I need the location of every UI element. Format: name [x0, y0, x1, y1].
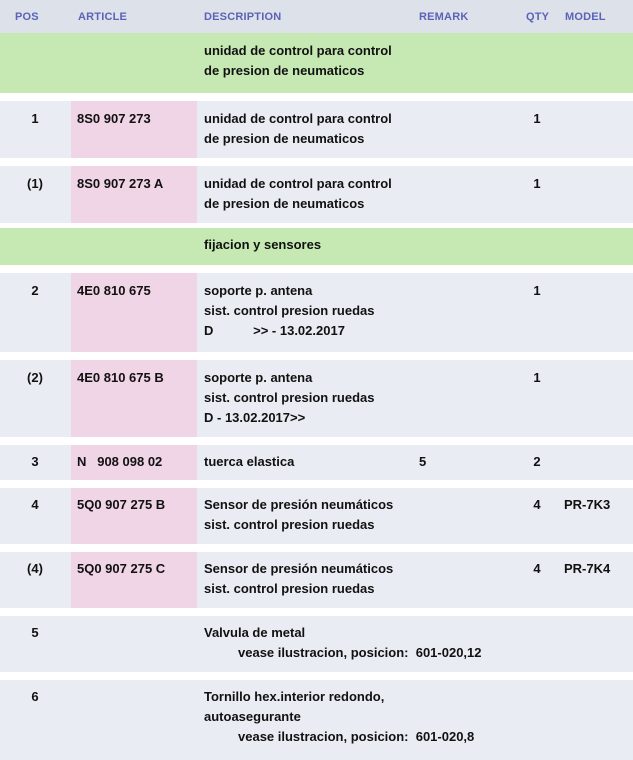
row-qty: 1 [533, 111, 541, 126]
row-article[interactable]: 4E0 810 675 [77, 283, 151, 298]
description-line: unidad de control para control [204, 111, 392, 126]
row-article[interactable]: N 908 098 02 [77, 454, 163, 469]
row-pos: 3 [31, 454, 39, 469]
description-line: D - 13.02.2017>> [204, 410, 306, 425]
row-pos: 6 [31, 689, 39, 704]
row-pos: 1 [31, 111, 39, 126]
row-qty: 1 [533, 283, 541, 298]
table-row[interactable] [0, 166, 633, 223]
row-description [204, 281, 414, 341]
row-pos: 2 [31, 283, 39, 298]
table-row[interactable] [0, 101, 633, 158]
description-line: de presion de neumaticos [204, 196, 365, 211]
description-line: de presion de neumaticos [204, 131, 365, 146]
row-model: PR-7K4 [564, 561, 611, 576]
row-article[interactable]: 4E0 810 675 B [77, 370, 164, 385]
row-article[interactable]: 5Q0 907 275 B [77, 497, 166, 512]
illustration-reference[interactable]: vease ilustracion, posicion: 601-020,8 [238, 729, 475, 744]
row-description [204, 687, 544, 747]
row-article[interactable]: 5Q0 907 275 C [77, 561, 166, 576]
table-row[interactable] [0, 680, 633, 760]
row-qty: 4 [533, 497, 541, 512]
header-pos[interactable]: POS [15, 11, 39, 23]
row-description [204, 174, 414, 214]
header-model[interactable]: MODEL [565, 11, 606, 23]
row-qty: 1 [533, 370, 541, 385]
row-article[interactable]: 8S0 907 273 A [77, 176, 164, 191]
table-row[interactable] [0, 360, 633, 437]
table-row[interactable] [0, 552, 633, 608]
description-line: sist. control presion ruedas [204, 390, 375, 405]
section-title-line: de presion de neumaticos [204, 63, 365, 78]
table-header [0, 0, 633, 33]
description-line: D >> - 13.02.2017 [204, 323, 345, 338]
row-qty: 2 [533, 454, 541, 469]
description-line: sist. control presion ruedas [204, 517, 375, 532]
description-line: Sensor de presión neumáticos [204, 561, 394, 576]
row-model: PR-7K3 [564, 497, 611, 512]
illustration-reference[interactable]: vease ilustracion, posicion: 601-020,12 [238, 645, 482, 660]
header-description[interactable]: DESCRIPTION [204, 11, 282, 23]
description-line: autoasegurante [204, 709, 301, 724]
section-title-line: fijacion y sensores [204, 237, 322, 252]
row-description [204, 452, 414, 472]
header-article[interactable]: ARTICLE [78, 11, 128, 23]
description-line: soporte p. antena [204, 370, 313, 385]
section-header [0, 33, 633, 93]
row-pos: (1) [27, 176, 43, 191]
row-description [204, 559, 414, 599]
description-line: Tornillo hex.interior redondo, [204, 689, 385, 704]
row-description [204, 623, 544, 663]
row-qty: 4 [533, 561, 541, 576]
row-qty: 1 [533, 176, 541, 191]
row-description [204, 109, 414, 149]
header-qty[interactable]: QTY [526, 11, 550, 23]
row-description [204, 495, 414, 535]
row-pos: (4) [27, 561, 43, 576]
description-line: soporte p. antena [204, 283, 313, 298]
row-article[interactable]: 8S0 907 273 [77, 111, 151, 126]
description-line: Sensor de presión neumáticos [204, 497, 394, 512]
row-pos: (2) [27, 370, 43, 385]
row-remark: 5 [419, 454, 427, 469]
table-row[interactable] [0, 273, 633, 352]
row-pos: 5 [31, 625, 39, 640]
description-line: unidad de control para control [204, 176, 392, 191]
row-description [204, 368, 414, 428]
description-line: Valvula de metal [204, 625, 306, 640]
section-header [0, 228, 633, 265]
section-title-line: unidad de control para control [204, 43, 392, 58]
table-row[interactable] [0, 616, 633, 672]
description-line: sist. control presion ruedas [204, 303, 375, 318]
description-line: sist. control presion ruedas [204, 581, 375, 596]
table-row[interactable] [0, 488, 633, 544]
header-remark[interactable]: REMARK [419, 11, 469, 23]
table-row[interactable] [0, 445, 633, 480]
description-line: tuerca elastica [204, 454, 295, 469]
row-pos: 4 [31, 497, 39, 512]
